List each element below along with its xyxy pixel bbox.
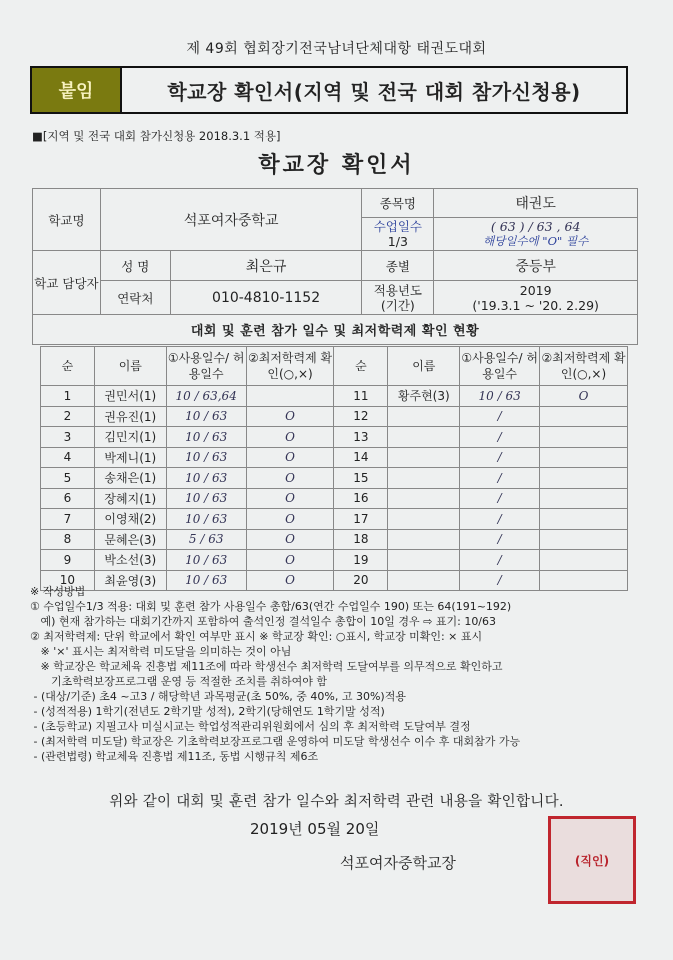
col-header-days: ①사용일수/ 허용일수 [166,347,246,386]
name-label: 성 명 [100,251,170,281]
row-no: 13 [334,427,388,448]
student-name: 문혜은(3) [94,529,166,550]
table-row [41,550,628,571]
row-no: 3 [41,427,95,448]
student-name: 권유진(1) [94,406,166,427]
contact-label: 학교 담당자 [33,251,101,315]
row-no: 10 [41,570,95,591]
period-label: (기간) [380,297,415,313]
min-academic-mark [540,529,628,550]
division-value: 중등부 [434,251,638,281]
year-label: 적용년도 [373,282,423,298]
col-header-no: 순 [334,347,388,386]
days-used: / [460,488,540,509]
row-no: 9 [41,550,95,571]
period-value: ('19.3.1 ~ '20. 2.29) [472,297,599,313]
row-no: 18 [334,529,388,550]
seal-label: (직인) [574,853,610,868]
banner-title: 학교장 확인서(지역 및 전국 대회 참가신청용) [167,79,581,104]
min-academic-mark [246,386,334,407]
days-used: / [460,447,540,468]
col-header-name: 이름 [388,347,460,386]
table-row [41,529,628,550]
min-academic-mark [540,447,628,468]
days-used: 10 / 63 [166,570,246,591]
confirmation-date: 2019년 05월 20일 [250,820,380,838]
days-used: / [460,529,540,550]
min-academic-mark [540,406,628,427]
phone-label: 연락처 [100,281,170,315]
min-academic-mark [540,427,628,448]
instruction-line: 예) 현재 참가하는 대회기간까지 포함하여 출석인정 결석일수 총합이 10일 경우 ⇨ 표기: 10/63 [30,615,497,628]
document-title: 학교장 확인서 [258,153,415,178]
instruction-line: - (대상/기준) 초4 ~고3 / 해당학년 과목평균(초 50%, 중 40%, 고 30%)적용 [30,690,406,703]
row-no: 15 [334,468,388,489]
participation-table [40,346,628,591]
days-used: 5 / 63 [166,529,246,550]
days-used: / [460,570,540,591]
days-used: 10 / 63 [166,406,246,427]
row-no: 2 [41,406,95,427]
instruction-line: ① 수업일수1/3 적용: 대회 및 훈련 참가 사용일수 총합/63(연간 수업일수 190) 또는 64(191~192) [30,600,512,613]
instruction-line: - (초등학교) 지필고사 미실시교는 학업성적관리위원회에서 심의 후 최저학력 도달여부 결정 [30,720,471,733]
contact-name: 최은규 [170,251,362,281]
instruction-line: ② 최저학력제: 단위 학교에서 확인 여부만 표시 ※ 학교장 확인: ○표시, 학교장 미확인: × 표시 [30,630,483,643]
school-info-table [32,188,638,345]
row-no: 19 [334,550,388,571]
year-value: 2019 [519,282,552,298]
col-header-days: ①사용일수/ 허용일수 [460,347,540,386]
row-no: 5 [41,468,95,489]
table-row [41,447,628,468]
days-used: 10 / 63 [166,509,246,530]
col-header-min-academic: ②최저학력제 확인(○,×) [246,347,334,386]
competition-title: 제 49회 협회장기전국남녀단체대항 태권도대회 [186,41,487,57]
min-academic-mark [540,488,628,509]
min-academic-mark [540,550,628,571]
section-title: 대회 및 훈련 참가 일수 및 최저학력제 확인 현황 [33,315,638,345]
class-days-label: 수업일수 [373,219,423,234]
instruction-line: ※ '×' 표시는 최저학력 미도달을 의미하는 것이 아님 [30,645,292,658]
min-academic-mark: O [246,468,334,489]
contact-phone: 010-4810-1152 [170,281,362,315]
min-academic-mark [540,570,628,591]
instruction-line: 기초학력보장프로그램 운영 등 적절한 조치를 취하여야 함 [30,675,327,688]
student-name [388,529,460,550]
days-used: 10 / 63 [166,447,246,468]
instruction-line: ※ 작성방법 [30,585,86,598]
row-no: 6 [41,488,95,509]
principal-signature: 석포여자중학교장 [340,854,456,872]
instruction-line: - (관련법령) 학교체육 진흥법 제11조, 동법 시행규칙 제6조 [30,750,319,763]
days-used: / [460,427,540,448]
days-used: 10 / 63 [460,386,540,407]
student-name [388,406,460,427]
row-no: 17 [334,509,388,530]
official-seal [548,816,636,904]
school-name: 석포여자중학교 [100,189,362,251]
instruction-line: ※ 학교장은 학교체육 진흥법 제11조에 따라 학생선수 최저학력 도달여부를 의무적으로 확인하고 [30,660,503,673]
days-used: 10 / 63 [166,427,246,448]
days-used: 10 / 63 [166,550,246,571]
row-no: 16 [334,488,388,509]
row-no: 8 [41,529,95,550]
student-name: 황주현(3) [388,386,460,407]
days-used: 10 / 63,64 [166,386,246,407]
row-no: 12 [334,406,388,427]
min-academic-mark: O [246,447,334,468]
table-row [41,468,628,489]
col-header-name: 이름 [94,347,166,386]
attachment-tag: 붙임 [32,68,122,112]
min-academic-mark: O [246,570,334,591]
student-name: 장혜지(1) [94,488,166,509]
min-academic-mark: O [540,386,628,407]
row-no: 11 [334,386,388,407]
row-no: 1 [41,386,95,407]
confirmation-statement: 위와 같이 대회 및 훈련 참가 일수와 최저학력 관련 내용을 확인합니다. [109,794,564,810]
row-no: 14 [334,447,388,468]
min-academic-mark: O [246,427,334,448]
days-used: / [460,406,540,427]
student-name [388,427,460,448]
student-name: 송채은(1) [94,468,166,489]
days-used: / [460,468,540,489]
instruction-line: - (성적적용) 1학기(전년도 2학기말 성적), 2학기(당해연도 1학기말 성적) [30,705,385,718]
min-academic-mark: O [246,550,334,571]
min-academic-mark: O [246,529,334,550]
document-banner [30,66,628,114]
days-used: 10 / 63 [166,468,246,489]
student-name: 김민지(1) [94,427,166,448]
student-name [388,488,460,509]
student-name [388,550,460,571]
instruction-line: - (최저학력 미도달) 학교장은 기초학력보장프로그램 운영하여 미도달 학생선수 이수 후 대회참가 가능 [30,735,521,748]
col-header-no: 순 [41,347,95,386]
row-no: 20 [334,570,388,591]
row-no: 4 [41,447,95,468]
row-no: 7 [41,509,95,530]
table-row [41,406,628,427]
class-days-value: ( 63 ) / 63 , 64 [490,219,581,234]
student-name: 최윤영(3) [94,570,166,591]
min-academic-mark: O [246,488,334,509]
min-academic-mark: O [246,406,334,427]
table-row [41,509,628,530]
student-name: 권민서(1) [94,386,166,407]
min-academic-mark [540,468,628,489]
student-name [388,509,460,530]
event-value: 태권도 [434,189,638,218]
class-days-ratio: 1/3 [387,234,408,249]
days-used: 10 / 63 [166,488,246,509]
student-name: 박소선(3) [94,550,166,571]
writing-instructions [30,584,520,764]
class-days-note: 해당일수에 "O" 필수 [483,234,589,248]
days-used: / [460,509,540,530]
days-used: / [460,550,540,571]
event-label: 종목명 [362,189,434,218]
min-academic-mark: O [246,509,334,530]
table-row [41,488,628,509]
student-name: 박제니(1) [94,447,166,468]
student-name [388,468,460,489]
division-label: 종별 [362,251,434,281]
school-label: 학교명 [33,189,101,251]
reference-note: ■[지역 및 전국 대회 참가신청용 2018.3.1 적용] [32,129,281,143]
min-academic-mark [540,509,628,530]
student-name: 이영채(2) [94,509,166,530]
student-name [388,447,460,468]
table-row [41,386,628,407]
table-row [41,427,628,448]
col-header-min-academic: ②최저학력제 확인(○,×) [540,347,628,386]
